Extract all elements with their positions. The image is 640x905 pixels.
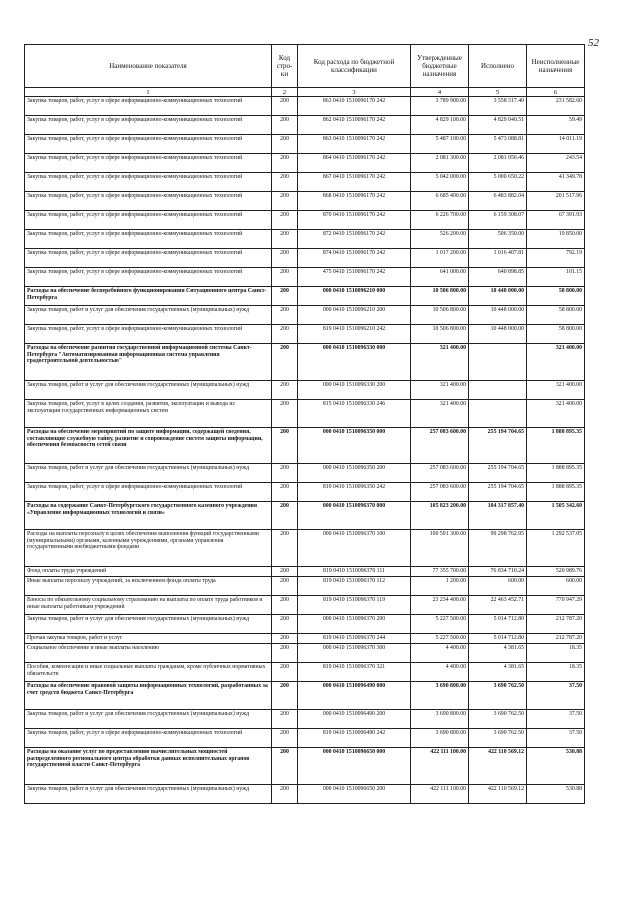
table-row: [25, 135, 585, 154]
row-code: 200: [272, 192, 298, 211]
row-approved: 6 685 400.00: [411, 192, 469, 211]
row-code: 200: [272, 729, 298, 748]
row-name: Иные выплаты персоналу учреждений, за исключением фонда оплаты труда: [25, 577, 272, 596]
table-row: [25, 192, 585, 211]
table-row: [25, 116, 585, 135]
row-unexecuted: 792.19: [527, 249, 585, 268]
column-number: 1: [25, 88, 272, 97]
row-kbk: 000 0410 1510096330 000: [298, 344, 411, 381]
row-kbk: 864 0410 1510096170 242: [298, 154, 411, 173]
row-code: 200: [272, 325, 298, 344]
row-code: 200: [272, 287, 298, 306]
column-number: 6: [527, 88, 585, 97]
row-unexecuted: 212 787.20: [527, 634, 585, 644]
table-body: [25, 97, 585, 804]
row-name: Закупка товаров, работ, услуг в сфере информационно-коммуникационных технологий: [25, 230, 272, 249]
row-name: Социальное обеспечение и иные выплаты населению: [25, 644, 272, 663]
row-name: Закупка товаров, работ, услуг в сфере информационно-коммуникационных технологий: [25, 173, 272, 192]
row-code: 200: [272, 400, 298, 428]
row-name: Расходы на обеспечение мероприятий по защите информации, содержащей сведения, составляющие служебную тайну, развитие и сопровождение систем защиты информации, обеспечения безопасности сетей связи: [25, 428, 272, 464]
row-executed: 600.00: [469, 577, 527, 596]
row-name: Взносы по обязательному социальному страхованию на выплаты по оплате труда работников и иные выплаты работникам учреждений: [25, 596, 272, 615]
table-row: [25, 530, 585, 567]
row-approved: 6 226 700.00: [411, 211, 469, 230]
table-row: [25, 211, 585, 230]
row-kbk: 000 0410 1510096330 200: [298, 381, 411, 400]
row-code: 200: [272, 306, 298, 325]
row-kbk: 819 0410 1510096350 242: [298, 483, 411, 502]
row-kbk: 000 0410 1510096210 200: [298, 306, 411, 325]
row-approved: 105 823 200.00: [411, 502, 469, 530]
row-kbk: 863 0410 1510096170 242: [298, 135, 411, 154]
row-name: Закупка товаров, работ и услуг для обеспечения государственных (муниципальных) нужд: [25, 785, 272, 804]
row-executed: 5 014 712.80: [469, 615, 527, 634]
row-name: Закупка товаров, работ и услуг для обеспечения государственных (муниципальных) нужд: [25, 464, 272, 483]
row-executed: 3 690 762.50: [469, 729, 527, 748]
row-unexecuted: 18.35: [527, 644, 585, 663]
row-code: 200: [272, 785, 298, 804]
row-unexecuted: 58 800.00: [527, 306, 585, 325]
row-executed: 4 381.65: [469, 644, 527, 663]
row-code: 200: [272, 154, 298, 173]
row-unexecuted: 67 391.93: [527, 211, 585, 230]
header-unexecuted: Неисполненные назначения: [527, 45, 585, 88]
row-approved: 526 200.00: [411, 230, 469, 249]
row-kbk: 815 0410 1510096330 246: [298, 400, 411, 428]
row-unexecuted: 58 800.00: [527, 287, 585, 306]
row-executed: 255 194 704.65: [469, 483, 527, 502]
row-approved: 3 690 800.00: [411, 682, 469, 710]
row-code: 200: [272, 682, 298, 710]
row-approved: 10 506 800.00: [411, 287, 469, 306]
row-approved: 641 000.00: [411, 268, 469, 287]
row-executed: 99 298 762.95: [469, 530, 527, 567]
row-kbk: 475 0410 1510096170 242: [298, 268, 411, 287]
row-approved: 2 081 300.00: [411, 154, 469, 173]
table-row: [25, 710, 585, 729]
row-unexecuted: 530.88: [527, 748, 585, 785]
row-code: 200: [272, 173, 298, 192]
row-unexecuted: 231 582.60: [527, 97, 585, 116]
row-kbk: 000 0410 1510096370 100: [298, 530, 411, 567]
row-kbk: 819 0410 1510096210 242: [298, 325, 411, 344]
row-executed: 5 000 650.22: [469, 173, 527, 192]
table-row: [25, 344, 585, 381]
table-row: [25, 748, 585, 785]
row-name: Закупка товаров, работ, услуг в сфере информационно-коммуникационных технологий: [25, 249, 272, 268]
column-number-row: [25, 88, 585, 97]
row-unexecuted: 18.35: [527, 663, 585, 682]
row-executed: 104 317 857.40: [469, 502, 527, 530]
row-executed: 2 081 056.46: [469, 154, 527, 173]
row-name: Закупка товаров, работ и услуг для обеспечения государственных (муниципальных) нужд: [25, 306, 272, 325]
row-code: 200: [272, 249, 298, 268]
row-executed: 4 829 040.51: [469, 116, 527, 135]
row-name: Расходы на содержание Санкт-Петербургского государственного казенного учреждения «Управление информационных технологий и связи»: [25, 502, 272, 530]
row-code: 200: [272, 663, 298, 682]
table-row: [25, 154, 585, 173]
row-kbk: 819 0410 1510096370 321: [298, 663, 411, 682]
row-kbk: 872 0410 1510096170 242: [298, 230, 411, 249]
row-unexecuted: 37.50: [527, 682, 585, 710]
row-name: Фонд оплаты труда учреждений: [25, 567, 272, 577]
row-unexecuted: 530.88: [527, 785, 585, 804]
row-approved: 257 083 600.00: [411, 428, 469, 464]
table-row: [25, 230, 585, 249]
row-approved: 1 200.00: [411, 577, 469, 596]
row-kbk: 000 0410 1510096370 200: [298, 615, 411, 634]
row-kbk: 819 0410 1510096370 112: [298, 577, 411, 596]
row-approved: 1 017 200.00: [411, 249, 469, 268]
row-kbk: 000 0410 1510096650 200: [298, 785, 411, 804]
row-code: 200: [272, 381, 298, 400]
row-kbk: 000 0410 1510096370 000: [298, 502, 411, 530]
row-kbk: 000 0410 1510096350 200: [298, 464, 411, 483]
row-kbk: 000 0410 1510096370 300: [298, 644, 411, 663]
row-approved: 3 789 900.00: [411, 97, 469, 116]
row-kbk: 868 0410 1510096170 242: [298, 192, 411, 211]
row-kbk: 819 0410 1510096370 244: [298, 634, 411, 644]
row-name: Закупка товаров, работ, услуг в сфере информационно-коммуникационных технологий: [25, 325, 272, 344]
table-row: [25, 381, 585, 400]
row-code: 200: [272, 464, 298, 483]
row-approved: 77 355 700.00: [411, 567, 469, 577]
row-unexecuted: 19 850.00: [527, 230, 585, 249]
page-number: 52: [588, 37, 599, 49]
row-kbk: 863 0410 1510096170 242: [298, 97, 411, 116]
header-code: Код стро-ки: [272, 45, 298, 88]
table-row: [25, 306, 585, 325]
row-approved: 4 400.00: [411, 644, 469, 663]
row-approved: 23 234 400.00: [411, 596, 469, 615]
row-code: 200: [272, 268, 298, 287]
row-name: Закупка товаров, работ, услуг в сфере информационно-коммуникационных технологий: [25, 116, 272, 135]
row-executed: 422 110 569.12: [469, 748, 527, 785]
row-executed: 3 690 762.50: [469, 682, 527, 710]
row-executed: 10 448 000.00: [469, 306, 527, 325]
row-code: 200: [272, 211, 298, 230]
row-approved: 4 829 100.00: [411, 116, 469, 135]
row-approved: 257 083 600.00: [411, 483, 469, 502]
row-executed: [469, 400, 527, 428]
row-approved: 422 111 100.00: [411, 748, 469, 785]
row-unexecuted: 1 292 537.05: [527, 530, 585, 567]
row-name: Расходы на оказание услуг по предоставлению вычислительных мощностей распределенного регионального центра обработки данных исполнительных органов государственной власти Санкт-Петербурга: [25, 748, 272, 785]
row-code: 200: [272, 567, 298, 577]
row-code: 200: [272, 748, 298, 785]
row-unexecuted: 1 888 895.35: [527, 483, 585, 502]
row-executed: 506 350.00: [469, 230, 527, 249]
row-approved: 321 400.00: [411, 400, 469, 428]
row-unexecuted: 243.54: [527, 154, 585, 173]
row-code: 200: [272, 97, 298, 116]
row-executed: 255 194 704.65: [469, 464, 527, 483]
table-row: [25, 268, 585, 287]
column-number: 2: [272, 88, 298, 97]
row-approved: 5 042 000.00: [411, 173, 469, 192]
header-approved: Утвержденные бюджетные назначения: [411, 45, 469, 88]
header-kbk: Код расхода по бюджетной классификации: [298, 45, 411, 88]
row-name: Прочая закупка товаров, работ и услуг: [25, 634, 272, 644]
row-unexecuted: 59.49: [527, 116, 585, 135]
row-executed: 640 898.85: [469, 268, 527, 287]
table-row: [25, 287, 585, 306]
row-approved: 10 506 800.00: [411, 306, 469, 325]
row-name: Закупка товаров, работ, услуг в сфере информационно-коммуникационных технологий: [25, 154, 272, 173]
row-kbk: 819 0410 1510096490 242: [298, 729, 411, 748]
table-row: [25, 249, 585, 268]
table-row: [25, 502, 585, 530]
row-approved: 422 111 100.00: [411, 785, 469, 804]
row-approved: 5 227 500.00: [411, 634, 469, 644]
table-row: [25, 785, 585, 804]
row-executed: [469, 381, 527, 400]
row-kbk: 000 0410 1510096490 200: [298, 710, 411, 729]
row-unexecuted: 101.15: [527, 268, 585, 287]
row-name: Закупка товаров, работ, услуг в сфере информационно-коммуникационных технологий: [25, 211, 272, 230]
table-row: [25, 464, 585, 483]
row-unexecuted: 770 947.29: [527, 596, 585, 615]
row-kbk: 819 0410 1510096370 111: [298, 567, 411, 577]
table-row: [25, 615, 585, 634]
row-approved: 5 227 500.00: [411, 615, 469, 634]
row-name: Закупка товаров, работ, услуг в сфере информационно-коммуникационных технологий: [25, 97, 272, 116]
row-name: Закупка товаров, работ, услуг в сфере информационно-коммуникационных технологий: [25, 729, 272, 748]
row-unexecuted: 1 505 342.60: [527, 502, 585, 530]
row-name: Закупка товаров, работ и услуг для обеспечения государственных (муниципальных) нужд: [25, 615, 272, 634]
column-number: 5: [469, 88, 527, 97]
row-approved: 5 487 100.00: [411, 135, 469, 154]
header-executed: Исполнено: [469, 45, 527, 88]
row-executed: 1 016 407.81: [469, 249, 527, 268]
row-code: 200: [272, 135, 298, 154]
row-name: Закупка товаров, работ, услуг в сфере информационно-коммуникационных технологий: [25, 268, 272, 287]
row-kbk: 867 0410 1510096170 242: [298, 173, 411, 192]
row-unexecuted: 37.50: [527, 729, 585, 748]
row-kbk: 000 0410 1510096490 000: [298, 682, 411, 710]
row-unexecuted: 201 517.96: [527, 192, 585, 211]
row-approved: 321 400.00: [411, 381, 469, 400]
row-code: 200: [272, 502, 298, 530]
row-kbk: 870 0410 1510096170 242: [298, 211, 411, 230]
row-code: 200: [272, 344, 298, 381]
column-number: 4: [411, 88, 469, 97]
table-row: [25, 567, 585, 577]
row-kbk: 000 0410 1510096650 000: [298, 748, 411, 785]
row-name: Закупка товаров, работ, услуг в сфере информационно-коммуникационных технологий: [25, 483, 272, 502]
table-row: [25, 644, 585, 663]
row-code: 200: [272, 710, 298, 729]
row-executed: 10 448 000.00: [469, 287, 527, 306]
row-executed: 5 473 088.81: [469, 135, 527, 154]
row-unexecuted: 58 800.00: [527, 325, 585, 344]
row-executed: 22 463 452.71: [469, 596, 527, 615]
row-name: Расходы на обеспечение бесперебойного функционирования Ситуационного центра Санкт-Петербурга: [25, 287, 272, 306]
row-unexecuted: 520 989.76: [527, 567, 585, 577]
row-kbk: 862 0410 1510096170 242: [298, 116, 411, 135]
table-row: [25, 577, 585, 596]
row-executed: 4 381.65: [469, 663, 527, 682]
row-executed: 422 110 569.12: [469, 785, 527, 804]
row-name: Расходы на обеспечение правовой защиты информационных технологий, разработанных за счет средств бюджета Санкт-Петербурга: [25, 682, 272, 710]
row-executed: 3 690 762.50: [469, 710, 527, 729]
row-name: Пособия, компенсации и иные социальные выплаты гражданам, кроме публичных нормативных обязательств: [25, 663, 272, 682]
row-executed: 76 834 710.24: [469, 567, 527, 577]
row-executed: 6 483 882.04: [469, 192, 527, 211]
row-name: Закупка товаров, работ, услуг в сфере информационно-коммуникационных технологий: [25, 135, 272, 154]
row-code: 200: [272, 116, 298, 135]
row-approved: 3 690 800.00: [411, 729, 469, 748]
row-approved: 4 400.00: [411, 663, 469, 682]
table-row: [25, 400, 585, 428]
table-row: [25, 325, 585, 344]
row-unexecuted: 14 011.19: [527, 135, 585, 154]
row-name: Закупка товаров, работ, услуг в целях создания, развития, эксплуатации и вывода из эксплуатации государственных информационных систем: [25, 400, 272, 428]
row-approved: 321 400.00: [411, 344, 469, 381]
row-code: 200: [272, 644, 298, 663]
row-unexecuted: 41 349.78: [527, 173, 585, 192]
row-code: 200: [272, 577, 298, 596]
table-row: [25, 173, 585, 192]
row-approved: 100 591 300.00: [411, 530, 469, 567]
table-row: [25, 483, 585, 502]
table-row: [25, 729, 585, 748]
row-name: Закупка товаров, работ и услуг для обеспечения государственных (муниципальных) нужд: [25, 710, 272, 729]
table-header-row: [25, 45, 585, 88]
row-unexecuted: 321 400.00: [527, 344, 585, 381]
table-row: [25, 428, 585, 464]
table-row: [25, 596, 585, 615]
table-row: [25, 634, 585, 644]
row-unexecuted: 321 400.00: [527, 381, 585, 400]
table-row: [25, 663, 585, 682]
table-row: [25, 682, 585, 710]
row-code: 200: [272, 530, 298, 567]
row-name: Закупка товаров, работ, услуг в сфере информационно-коммуникационных технологий: [25, 192, 272, 211]
row-kbk: 819 0410 1510096370 119: [298, 596, 411, 615]
row-code: 200: [272, 230, 298, 249]
row-executed: 3 558 317.40: [469, 97, 527, 116]
row-executed: 5 014 712.80: [469, 634, 527, 644]
row-approved: 3 690 800.00: [411, 710, 469, 729]
row-executed: 255 194 704.65: [469, 428, 527, 464]
row-executed: [469, 344, 527, 381]
row-unexecuted: 600.00: [527, 577, 585, 596]
row-unexecuted: 37.50: [527, 710, 585, 729]
row-unexecuted: 212 787.20: [527, 615, 585, 634]
row-executed: 10 448 000.00: [469, 325, 527, 344]
row-kbk: 874 0410 1510096170 242: [298, 249, 411, 268]
row-kbk: 000 0410 1510096350 000: [298, 428, 411, 464]
row-unexecuted: 1 888 895.35: [527, 428, 585, 464]
row-code: 200: [272, 615, 298, 634]
row-code: 200: [272, 634, 298, 644]
table-row: [25, 97, 585, 116]
row-name: Расходы на обеспечение развития государственной информационной системы Санкт-Петербурга "Автоматизированная информационная система управления градостроительной деятельностью": [25, 344, 272, 381]
row-unexecuted: 321 400.00: [527, 400, 585, 428]
row-kbk: 000 0410 1510096210 000: [298, 287, 411, 306]
row-code: 200: [272, 483, 298, 502]
row-code: 200: [272, 428, 298, 464]
row-code: 200: [272, 596, 298, 615]
row-name: Расходы на выплаты персоналу в целях обеспечения выполнения функций государственными (муниципальными) органами, казенными учреждениями, органами управления государственными внебюджетными фондами: [25, 530, 272, 567]
row-executed: 6 159 308.07: [469, 211, 527, 230]
header-name: Наименование показателя: [25, 45, 272, 88]
row-unexecuted: 1 888 895.35: [527, 464, 585, 483]
column-number: 3: [298, 88, 411, 97]
row-approved: 10 506 800.00: [411, 325, 469, 344]
row-name: Закупка товаров, работ и услуг для обеспечения государственных (муниципальных) нужд: [25, 381, 272, 400]
row-approved: 257 083 600.00: [411, 464, 469, 483]
budget-execution-table: [24, 44, 585, 804]
